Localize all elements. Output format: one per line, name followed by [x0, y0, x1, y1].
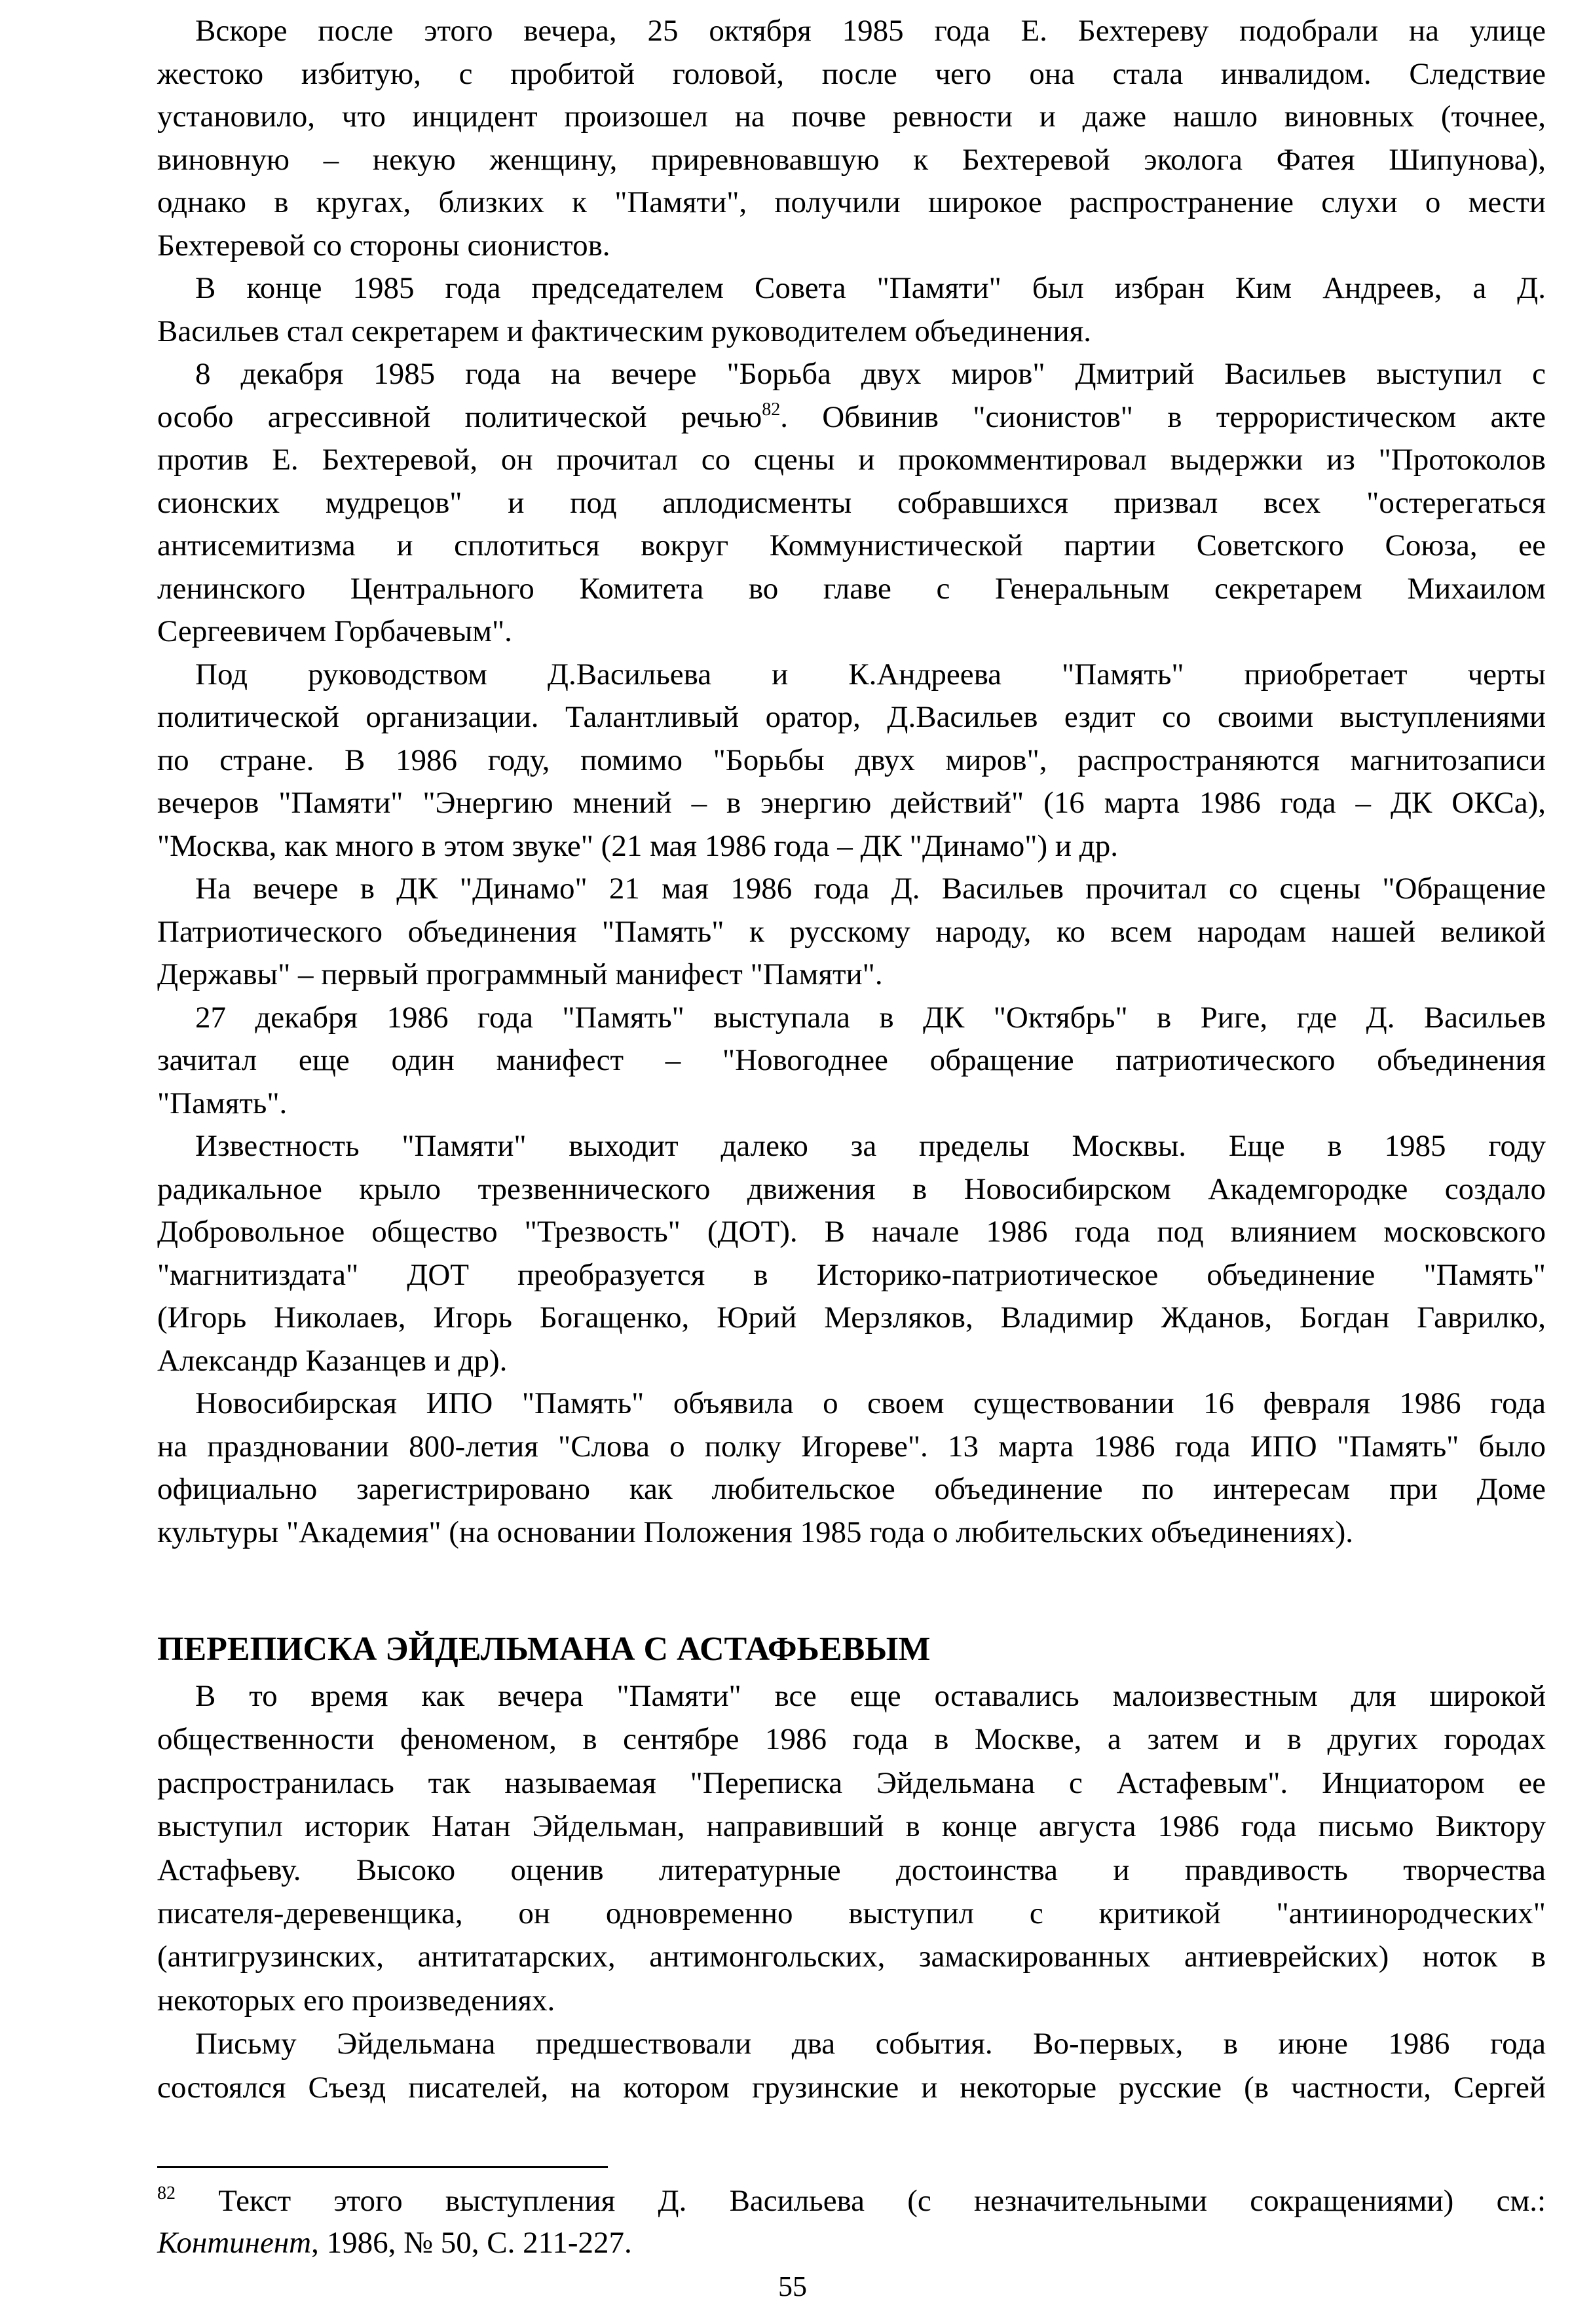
text-line: жестоко избитую, с пробитой головой, после чего она стала инвалидом. Следствие	[157, 56, 1546, 91]
text-line: официально зарегистрировано как любительское объединение по интересам при Доме	[157, 1472, 1546, 1506]
page-number: 55	[778, 2270, 807, 2302]
text-line: Добровольное общество "Трезвость" (ДОТ). В начале 1986 года под влиянием московского	[157, 1215, 1546, 1249]
text-segment: . Обвинив "сионистов" в террористическом акте	[780, 399, 1546, 434]
text-line: Новосибирская ИПО "Память" объявила о своем существовании 16 февраля 1986 года	[195, 1386, 1546, 1420]
text-line: (антигрузинских, антитатарских, антимонгольских, замаскированных антиеврейских) ноток в	[157, 1940, 1546, 1974]
text-line: ленинского Центрального Комитета во главе с Генеральным секретарем Михаилом	[157, 571, 1546, 606]
paragraph	[157, 868, 1546, 997]
text-line: на праздновании 800-летия "Слова о полку Игореве". 13 марта 1986 года ИПО "Память" было	[157, 1429, 1546, 1464]
paragraph	[157, 654, 1546, 868]
text-line: Александр Казанцев и др).	[157, 1343, 508, 1378]
section-heading: ПЕРЕПИСКА ЭЙДЕЛЬМАНА С АСТАФЬЕВЫМ	[157, 1631, 931, 1668]
text-line: Известность "Памяти" выходит далеко за пределы Москвы. Еще в 1985 году	[195, 1129, 1546, 1163]
footnote-divider	[157, 2166, 608, 2168]
text-line: В конце 1985 года председателем Совета "Памяти" был избран Ким Андреев, а Д.	[195, 271, 1546, 305]
text-line: зачитал еще один манифест – "Новогоднее обращение патриотического объединения	[157, 1043, 1546, 1077]
text-segment: особо агрессивной политической речью	[157, 399, 762, 434]
text-line: "Память".	[157, 1086, 288, 1120]
text-line: Сергеевичем Горбачевым".	[157, 614, 512, 648]
text-line: по стране. В 1986 году, помимо "Борьбы двух миров", распространяются магнитозаписи	[157, 743, 1546, 777]
paragraph	[157, 1125, 1546, 1382]
paragraph	[157, 2022, 1546, 2109]
paragraph	[157, 267, 1546, 353]
paragraph	[157, 997, 1546, 1126]
text-line: общественности феноменом, в сентябре 1986 года в Москве, а затем и в других городах	[157, 1722, 1546, 1757]
text-line: вечеров "Памяти" "Энергию мнений – в энергию действий" (16 марта 1986 года – ДК ОКСа),	[157, 786, 1546, 820]
footnote-source-title: Континент	[157, 2226, 312, 2260]
text-line: "магнитиздата" ДОТ преобразуется в Историко-патриотическое объединение "Память"	[157, 1257, 1546, 1292]
paragraph	[157, 353, 1546, 654]
text-line: На вечере в ДК "Динамо" 21 мая 1986 года Д. Васильев прочитал со сцены "Обращение	[195, 872, 1546, 906]
text-line: 8 декабря 1985 года на вечере "Борьба двух миров" Дмитрий Васильев выступил с	[195, 357, 1546, 391]
text-line	[157, 396, 1546, 439]
text-line: выступил историк Натан Эйдельман, направивший в конце августа 1986 года письмо Виктору	[157, 1809, 1546, 1844]
text-line: распространилась так называемая "Переписка Эйдельмана с Астафевым". Инциатором ее	[157, 1765, 1546, 1800]
text-line: Васильев стал секретарем и фактическим руководителем объединения.	[157, 314, 1091, 348]
text-line: виновную – некую женщину, приревновавшую к Бехтеревой эколога Фатея Шипунова),	[157, 142, 1546, 177]
text-line: Бехтеревой со стороны сионистов.	[157, 228, 610, 263]
text-line: установило, что инцидент произошел на почве ревности и даже нашло виновных (точнее,	[157, 100, 1546, 134]
text-line: (Игорь Николаев, Игорь Богащенко, Юрий Мерзляков, Владимир Жданов, Богдан Гаврилко,	[157, 1300, 1546, 1335]
paragraph	[157, 1382, 1546, 1554]
text-line: против Е. Бехтеревой, он прочитал со сцены и прокомментировал выдержки из "Протоколов	[157, 443, 1546, 477]
text-line: некоторых его произведениях.	[157, 1983, 555, 2018]
text-line: Державы" – первый программный манифест "Памяти".	[157, 957, 883, 991]
text-line: Вскоре после этого вечера, 25 октября 1985 года Е. Бехтереву подобрали на улице	[195, 14, 1546, 48]
text-line: сионских мудрецов" и под аплодисменты собравшихся призвал всех "остерегаться	[157, 485, 1546, 520]
footnote-reference[interactable]: 82	[762, 399, 781, 420]
text-line: писателя-деревенщика, он одновременно выступил с критикой "антиинородческих"	[157, 1896, 1546, 1930]
text-line: однако в кругах, близких к "Памяти", получили широкое распространение слухи о мести	[157, 185, 1546, 219]
text-line: антисемитизма и сплотиться вокруг Коммунистической партии Советского Союза, ее	[157, 528, 1546, 563]
text-line: культуры "Академия" (на основании Положения 1985 года о любительских объединениях).	[157, 1515, 1354, 1549]
footnote-number: 82	[157, 2183, 176, 2204]
footnote-line	[157, 2180, 1546, 2222]
text-line: "Москва, как много в этом звуке" (21 мая 1986 года – ДК "Динамо") и др.	[157, 828, 1118, 863]
footnote-text: Текст этого выступления Д. Васильева (с незначительными сокращениями) см.:	[218, 2184, 1546, 2218]
text-line: Патриотического объединения "Память" к русскому народу, ко всем народам нашей великой	[157, 914, 1546, 949]
paragraph	[157, 1674, 1546, 2022]
paragraph	[157, 10, 1546, 267]
footnote-source-details: , 1986, № 50, С. 211-227.	[311, 2226, 632, 2260]
text-line: В то время как вечера "Памяти" все еще оставались малоизвестным для широкой	[195, 1679, 1546, 1713]
body-text-section-2	[157, 1674, 1546, 2109]
text-line: Под руководством Д.Васильева и К.Андреева "Память" приобретает черты	[195, 657, 1546, 692]
text-line: состоялся Съезд писателей, на котором грузинские и некоторые русские (в частности, Сергей	[157, 2070, 1546, 2105]
footnote	[157, 2180, 1546, 2264]
text-line: политической организации. Талантливый оратор, Д.Васильев ездит со своими выступлениями	[157, 700, 1546, 734]
text-line: Астафьеву. Высоко оценив литературные достоинства и правдивость творчества	[157, 1853, 1546, 1887]
footnote-line	[157, 2222, 1546, 2264]
text-line: Письму Эйдельмана предшествовали два события. Во-первых, в июне 1986 года	[195, 2027, 1546, 2061]
text-line: радикальное крыло трезвеннического движения в Новосибирском Академгородке создало	[157, 1171, 1546, 1206]
body-text-section	[157, 10, 1546, 1554]
text-line: 27 декабря 1986 года "Память" выступала в ДК "Октябрь" в Риге, где Д. Васильев	[195, 1000, 1546, 1035]
